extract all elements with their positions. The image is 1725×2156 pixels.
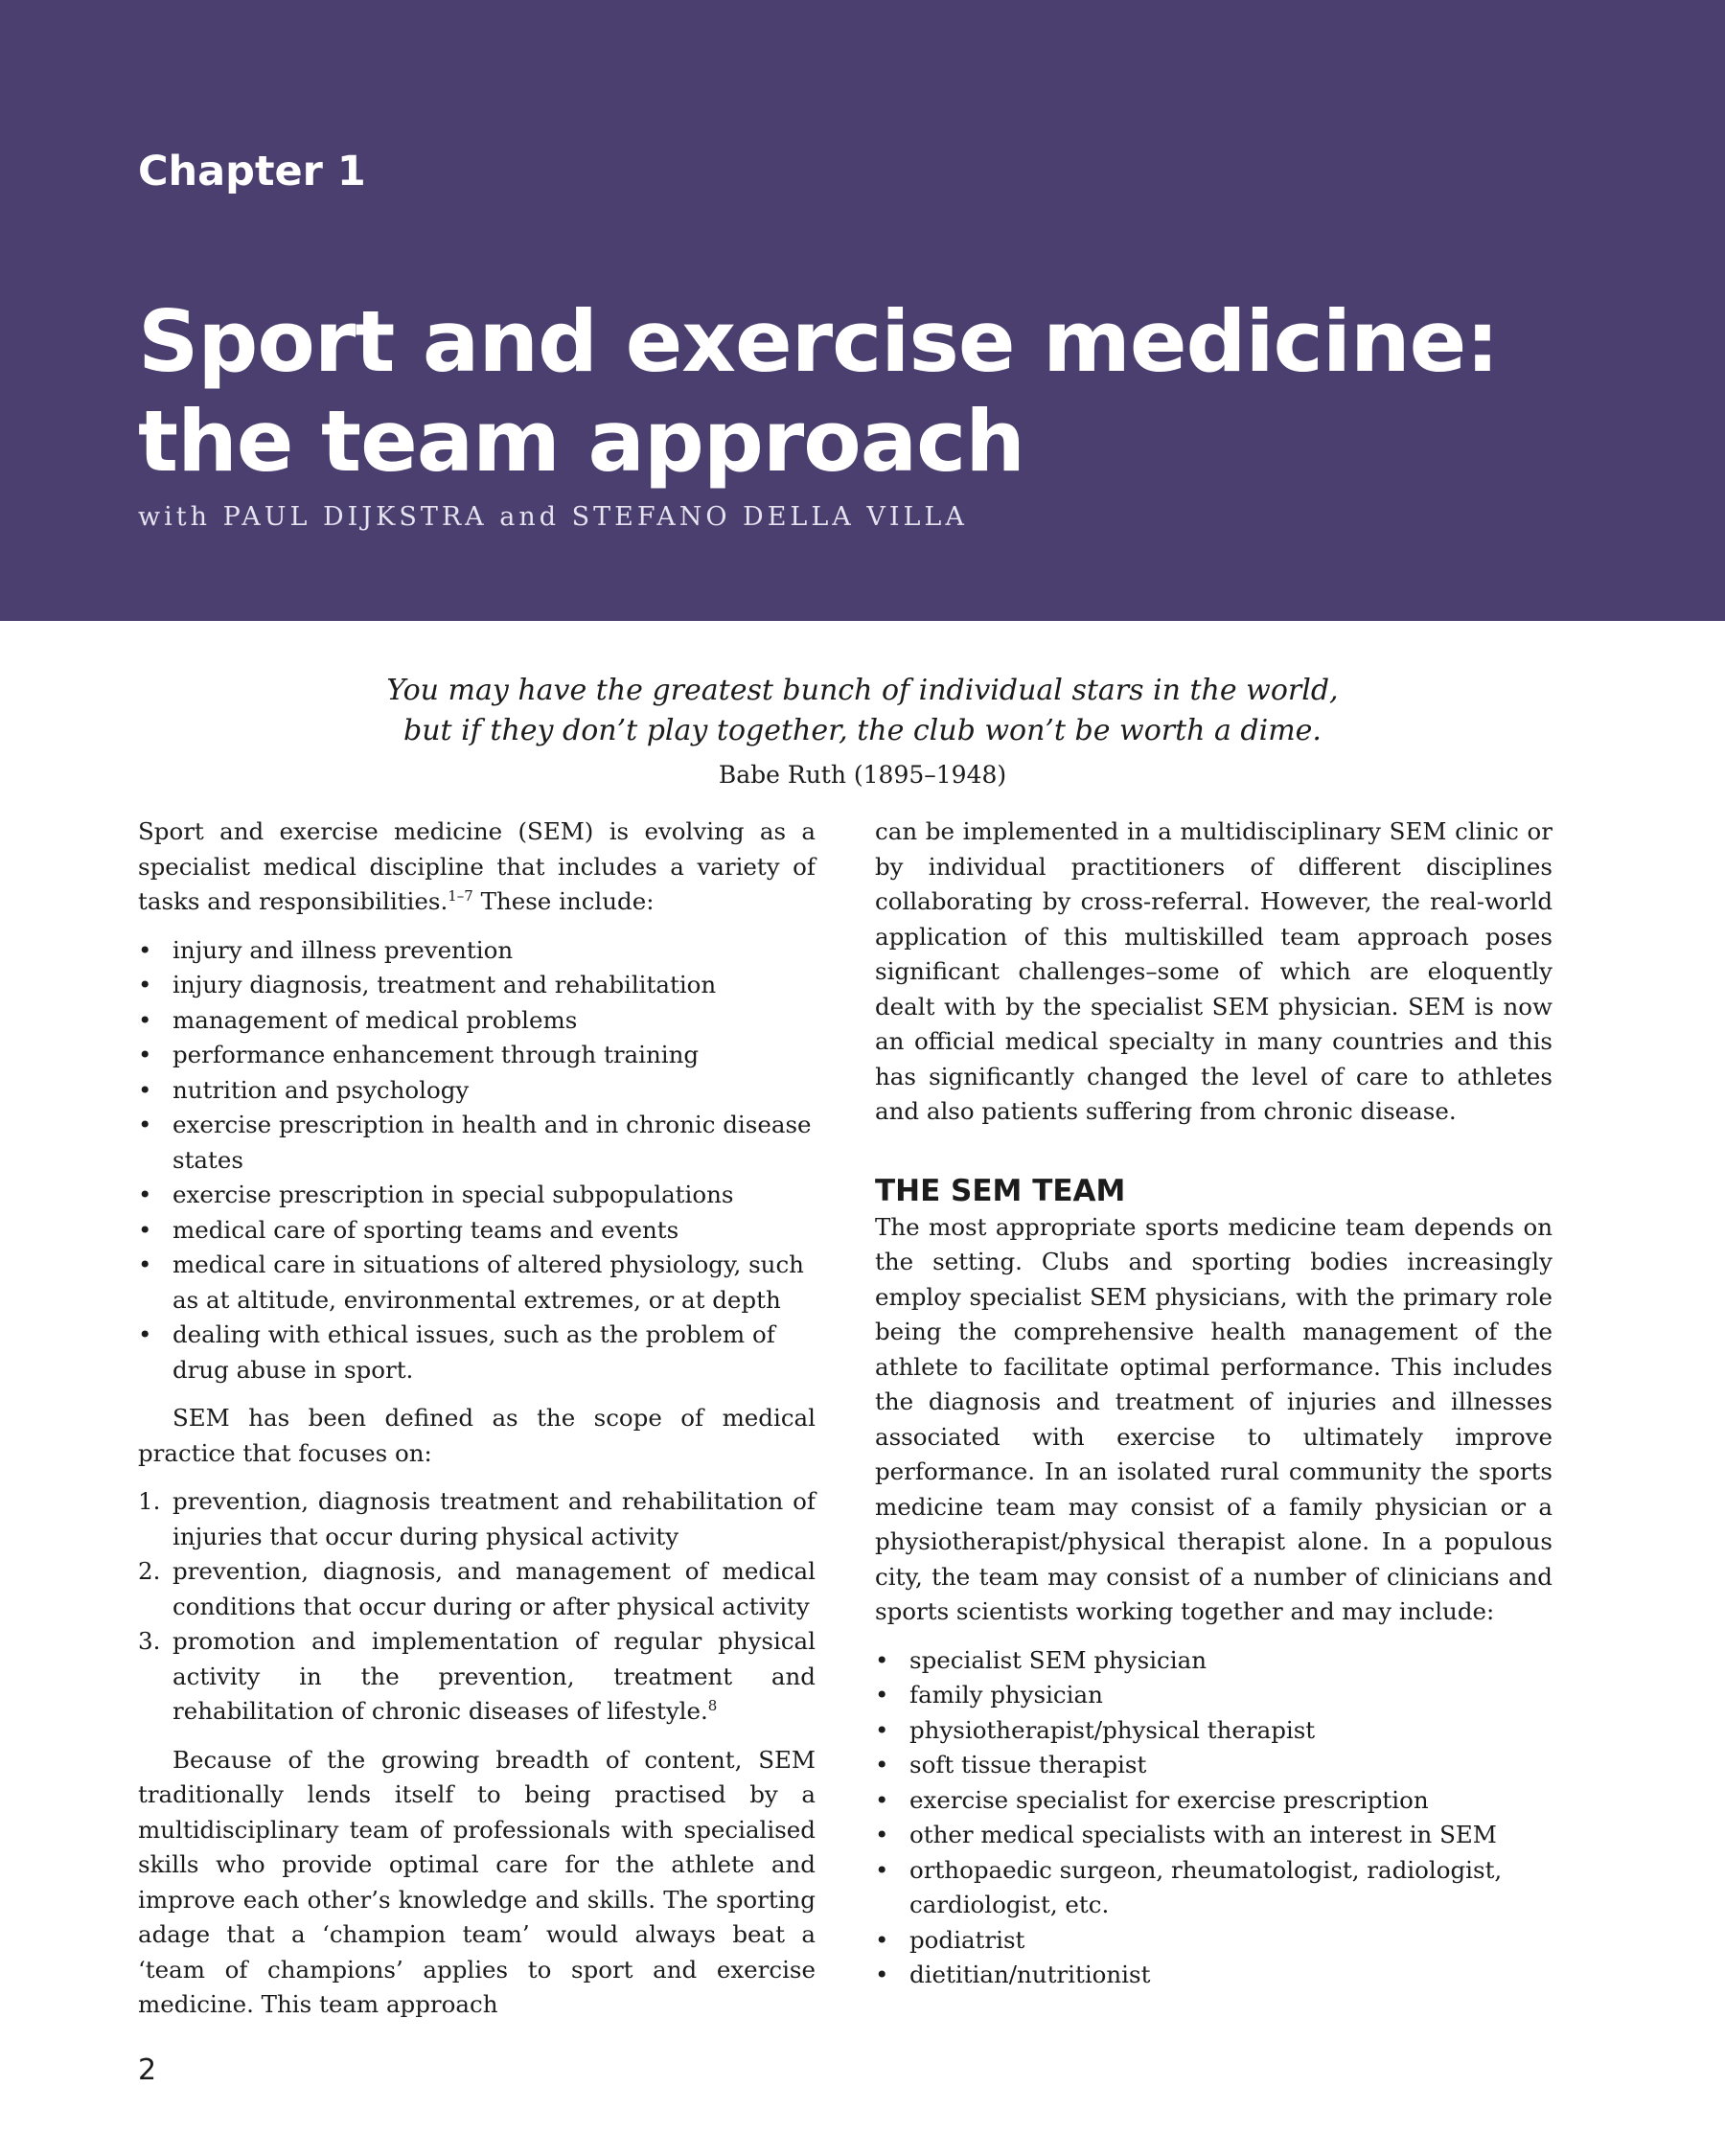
team-member-item: • orthopaedic surgeon, rheumatologist, radiologist, cardiologist, etc. — [875, 1853, 1552, 1923]
team-members-list — [875, 1643, 1552, 1993]
chapter-title-line-2: the team approach — [138, 392, 1024, 491]
left-column — [138, 814, 816, 2023]
chapter-banner — [0, 0, 1725, 621]
team-member-item: • exercise specialist for exercise prescription — [875, 1783, 1552, 1819]
chapter-title-line-1: Sport and exercise medicine: — [138, 292, 1499, 391]
epigraph-quote — [0, 671, 1725, 751]
team-member-item: • specialist SEM physician — [875, 1643, 1552, 1679]
team-member-item: • dietitian/nutritionist — [875, 1958, 1552, 1993]
definition-number: 2. — [138, 1557, 161, 1585]
chapter-label: Chapter 1 — [138, 148, 366, 195]
definition-text: promotion and implementation of regular physical activity in the prevention, treatment and rehabilitation of chronic diseases of lifestyle. — [172, 1627, 816, 1725]
task-list-item: • exercise prescription in special subpopulations — [138, 1178, 816, 1213]
continuation-paragraph: can be implemented in a multidisciplinary SEM clinic or by individual practitioners of different disciplines collaborating by cross-referral. However, the real-world application of this multiskilled team approach poses significant challenges–some of which are eloquently dealt with by the specialist SEM physician. SEM is now an official medical specialty in many countries and this has significantly changed the level of care to athletes and also patients suffering from chronic disease. — [875, 817, 1552, 1125]
task-list-item: • management of medical problems — [138, 1003, 816, 1039]
task-list-item: • injury diagnosis, treatment and rehabilitation — [138, 968, 816, 1003]
definition-list-item — [138, 1484, 816, 1554]
team-member-item: • podiatrist — [875, 1923, 1552, 1959]
task-list-item: • injury and illness prevention — [138, 933, 816, 969]
definition-intro: SEM has been defined as the scope of medical practice that focuses on: — [138, 1404, 816, 1467]
definition-reference: 8 — [707, 1696, 718, 1714]
team-member-item: • soft tissue therapist — [875, 1748, 1552, 1783]
epigraph-quote-line-2: but if they don’t play together, the club won’t be worth a dime. — [403, 714, 1322, 747]
task-list-item: • medical care in situations of altered physiology, such as at altitude, environmental extremes, or at depth — [138, 1248, 816, 1318]
right-column — [875, 814, 1552, 2007]
intro-reference: 1–7 — [448, 886, 473, 905]
chapter-title — [138, 292, 1633, 492]
section-heading: THE SEM TEAM — [875, 1173, 1126, 1208]
team-paragraph: Because of the growing breadth of content, SEM traditionally lends itself to being practised by a multidisciplinary team of professionals with specialised skills who provide optimal care for the athlete and improve each other’s knowledge and skills. The sporting adage that a ‘champion team’ would always beat a ‘team of champions’ applies to sport and exercise medicine. This team approach — [138, 1745, 816, 2018]
tasks-list — [138, 933, 816, 1388]
definition-list-item — [138, 1554, 816, 1624]
epigraph — [0, 671, 1725, 791]
task-list-item: • medical care of sporting teams and events — [138, 1213, 816, 1249]
section-paragraph: The most appropriate sports medicine team depends on the setting. Clubs and sporting bodies increasingly employ specialist SEM physicians, with the primary role being the comprehensive health management of the athlete to facilitate optimal performance. This includes the diagnosis and treatment of injuries and illnesses associated with exercise to ultimately improve performance. In an isolated rural community the sports medicine team may consist of a family physician or a physiotherapist/physical therapist alone. In a populous city, the team may consist of a number of clinicians and sports scientists working together and may include: — [875, 1212, 1552, 1625]
task-list-item: • dealing with ethical issues, such as the problem of drug abuse in sport. — [138, 1318, 816, 1388]
task-list-item: • nutrition and psychology — [138, 1073, 816, 1109]
intro-tail: These include: — [472, 887, 655, 915]
definition-text: prevention, diagnosis treatment and rehabilitation of injuries that occur during physical activity — [172, 1487, 816, 1550]
intro-text: Sport and exercise medicine (SEM) is evolving as a specialist medical discipline that includes a variety of tasks and responsibilities. — [138, 817, 816, 915]
definition-number: 1. — [138, 1487, 161, 1515]
task-list-item: • performance enhancement through training — [138, 1038, 816, 1073]
definition-list — [138, 1484, 816, 1730]
intro-paragraph — [138, 814, 816, 920]
team-member-item: • physiotherapist/physical therapist — [875, 1713, 1552, 1749]
definition-text: prevention, diagnosis, and management of medical conditions that occur during or after physical activity — [172, 1557, 816, 1620]
team-member-item: • family physician — [875, 1678, 1552, 1713]
definition-number: 3. — [138, 1627, 161, 1655]
epigraph-attribution: Babe Ruth (1895–1948) — [718, 761, 1007, 789]
definition-list-item — [138, 1624, 816, 1730]
task-list-item: • exercise prescription in health and in chronic disease states — [138, 1108, 816, 1178]
page-number: 2 — [138, 2053, 157, 2087]
team-member-item: • other medical specialists with an interest in SEM — [875, 1818, 1552, 1853]
epigraph-quote-line-1: You may have the greatest bunch of individual stars in the world, — [386, 674, 1339, 707]
chapter-authors: with PAUL DIJKSTRA and STEFANO DELLA VILLA — [138, 502, 968, 532]
